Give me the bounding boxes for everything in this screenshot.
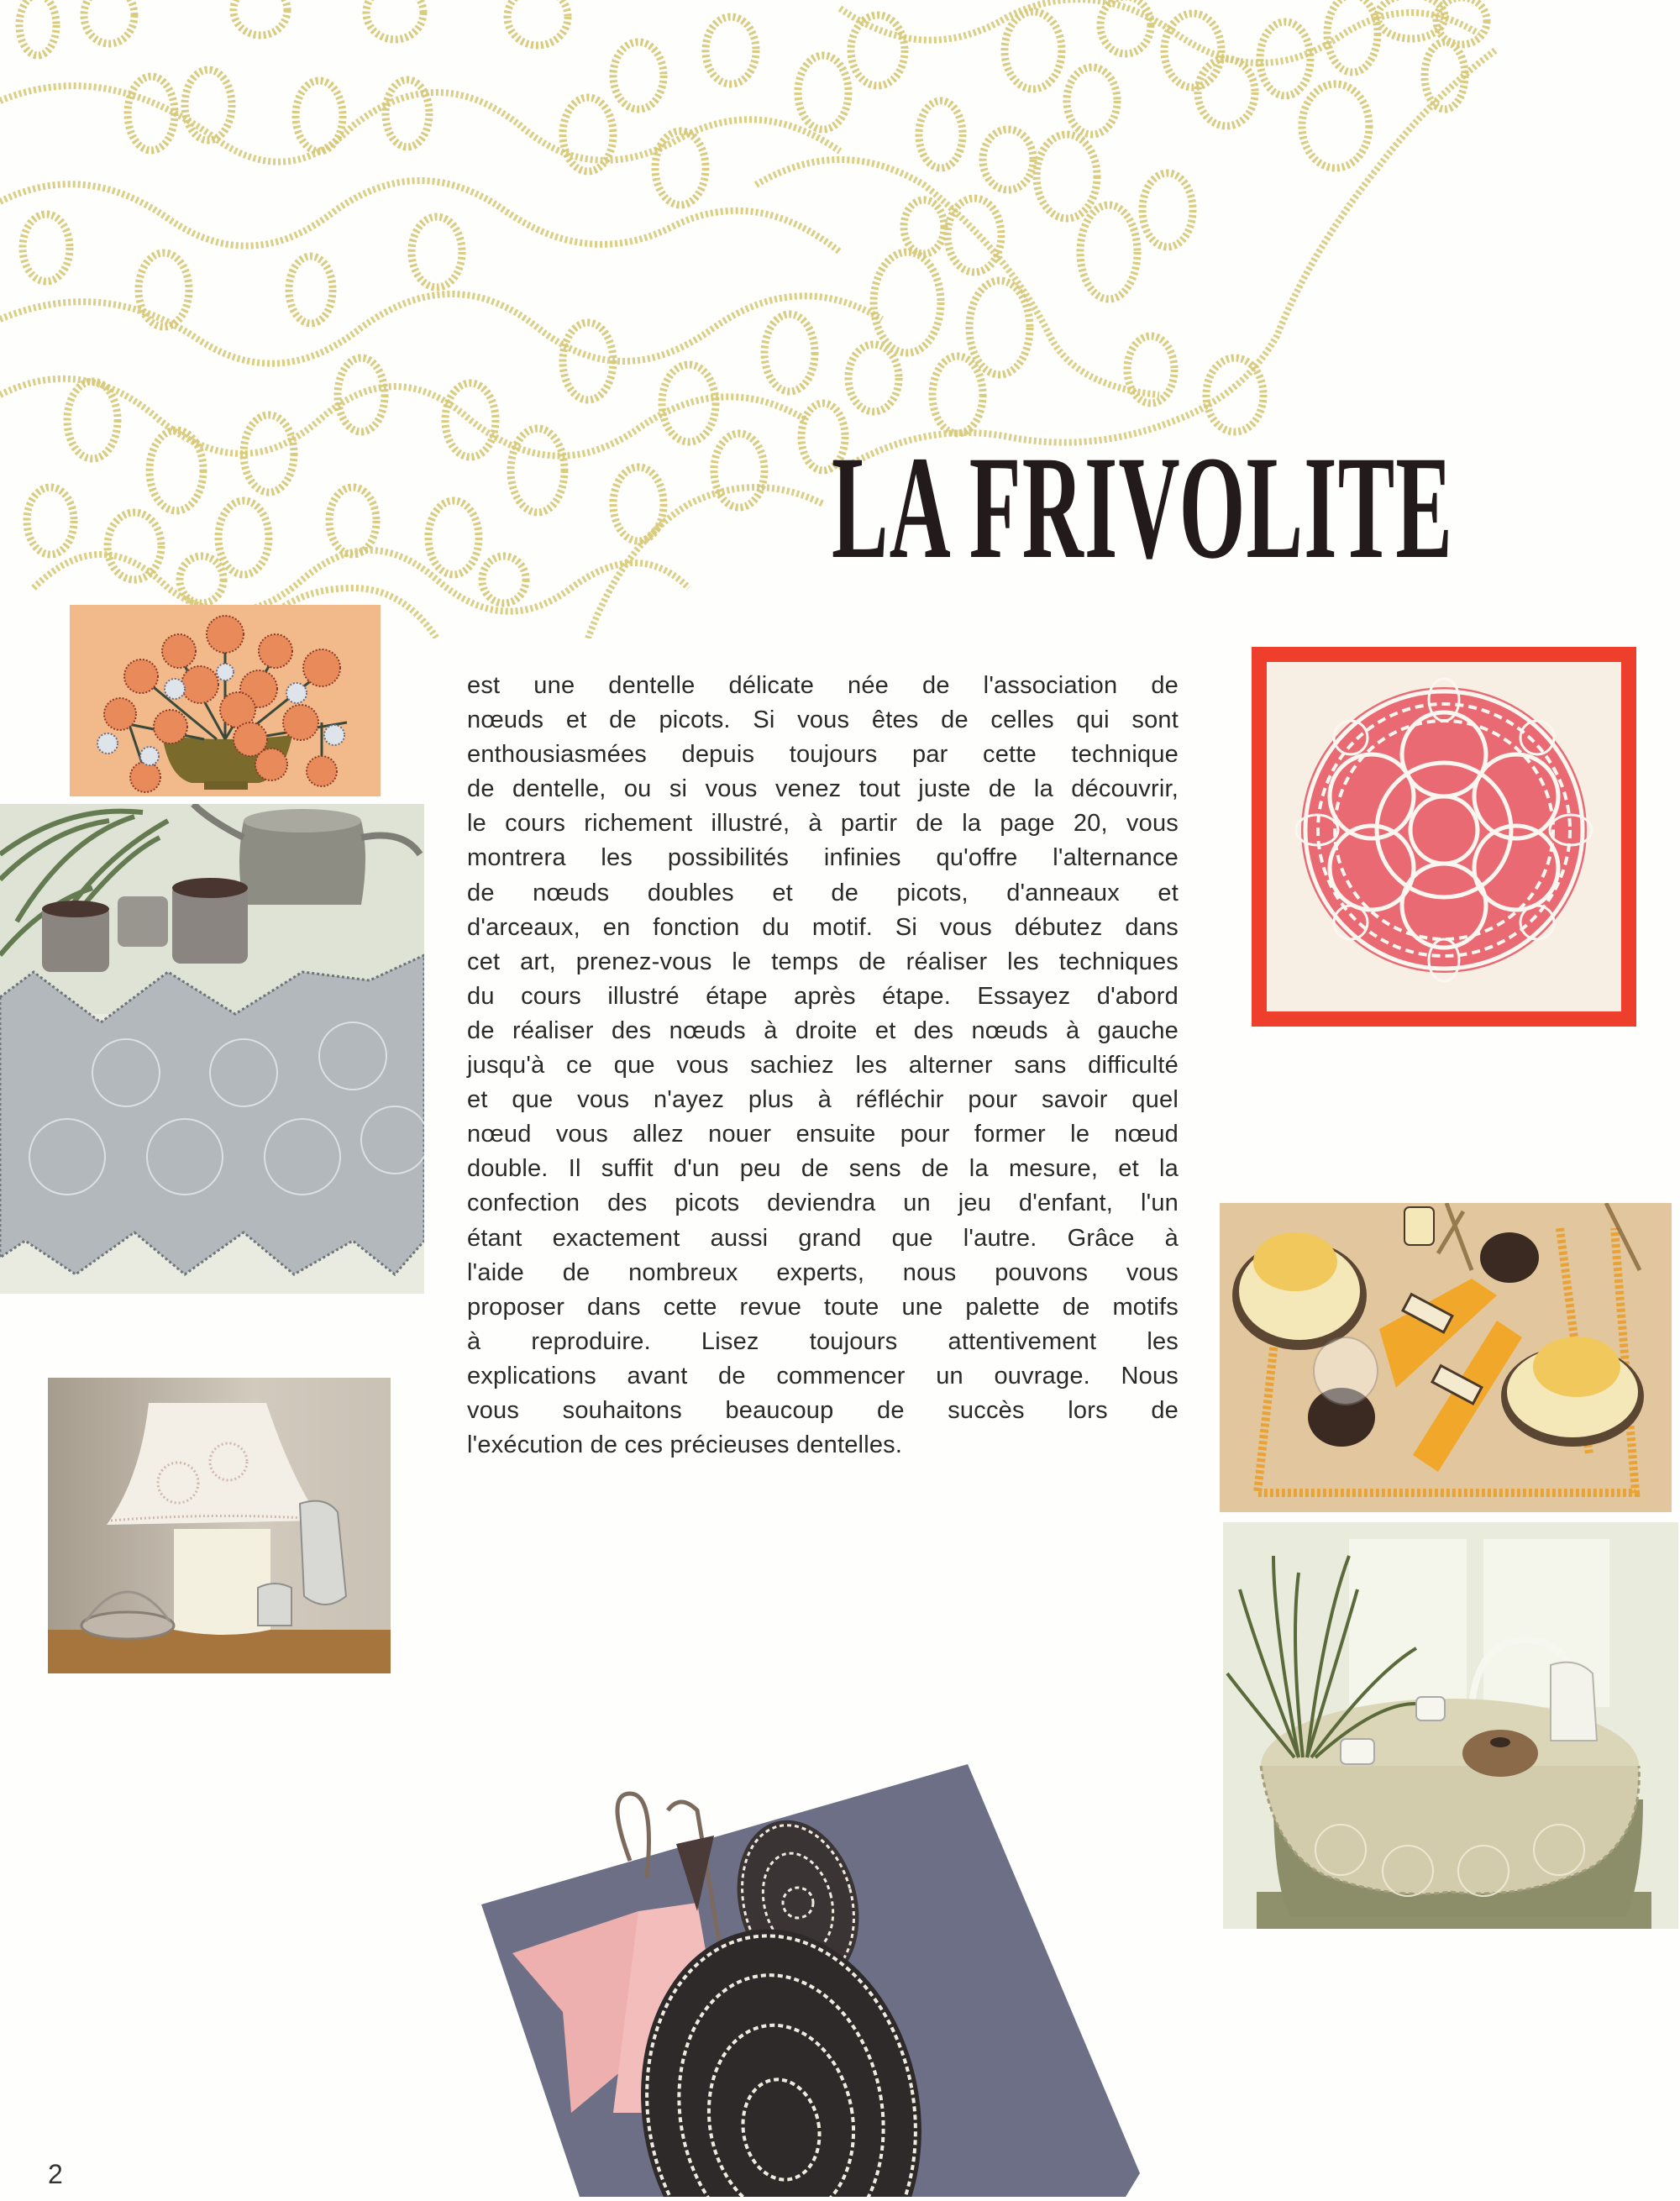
page-number: 2 xyxy=(48,2159,63,2189)
page-title: LA FRIVOLITE xyxy=(832,426,1454,590)
body-line: vous souhaitons beaucoup de succès lors de xyxy=(467,1396,1179,1424)
body-line: le cours richement illustré, à partir de la page 20, vous xyxy=(467,810,1179,838)
body-line: nœuds et de picots. Si vous êtes de celles qui sont xyxy=(467,707,1179,734)
body-line: et que vous n'ayez plus à réfléchir pour savoir quel xyxy=(467,1086,1179,1114)
body-line: de dentelle, ou si vous venez tout juste de la découvrir, xyxy=(467,775,1179,803)
body-line: à reproduire. Lisez toujours attentivement les xyxy=(467,1327,1179,1355)
photo-pink-doily xyxy=(1252,647,1636,1027)
body-line: étant exactement aussi grand que l'autre. Grâce à xyxy=(467,1224,1179,1252)
body-line: enthousiasmées depuis toujours par cette technique xyxy=(467,741,1179,769)
body-line: du cours illustré étape après étape. Essayez d'abord xyxy=(467,982,1179,1010)
body-line: double. Il suffit d'un peu de sens de la mesure, et la xyxy=(467,1155,1179,1183)
body-line: jusqu'à ce que vous sachiez les alterner sans difficulté xyxy=(467,1052,1179,1079)
body-line: explications avant de commencer un ouvrage. Nous xyxy=(467,1362,1179,1389)
body-line: de réaliser des nœuds à droite et des nœuds à gauche xyxy=(467,1016,1179,1044)
body-line: l'aide de nombreux experts, nous pouvons vous xyxy=(467,1258,1179,1286)
photo-round-tablecloth xyxy=(1223,1522,1678,1929)
body-text xyxy=(467,669,1179,1463)
body-line: est une dentelle délicate née de l'association de xyxy=(467,672,1179,699)
body-line: cet art, prenez-vous le temps de réaliser les techniques xyxy=(467,948,1179,975)
body-line: nœud vous allez nouer ensuite pour former le nœud xyxy=(467,1121,1179,1148)
body-line: montrera les possibilités infinies qu'offre l'alternance xyxy=(467,844,1179,872)
body-line: proposer dans cette revue toute une palette de motifs xyxy=(467,1293,1179,1321)
photo-lace-purse xyxy=(470,1760,1159,2197)
photo-flower-bouquet xyxy=(70,605,381,796)
photo-silver-tea-set xyxy=(0,804,424,1294)
photo-yellow-tableware xyxy=(1220,1203,1672,1512)
body-line: d'arceaux, en fonction du motif. Si vous débutez dans xyxy=(467,913,1179,941)
body-line: confection des picots deviendra un jeu d'enfant, l'un xyxy=(467,1190,1179,1217)
body-line: l'exécution de ces précieuses dentelles. xyxy=(467,1431,903,1459)
photo-lampshade xyxy=(48,1378,391,1673)
body-line: de nœuds doubles et de picots, d'anneaux et xyxy=(467,879,1179,906)
